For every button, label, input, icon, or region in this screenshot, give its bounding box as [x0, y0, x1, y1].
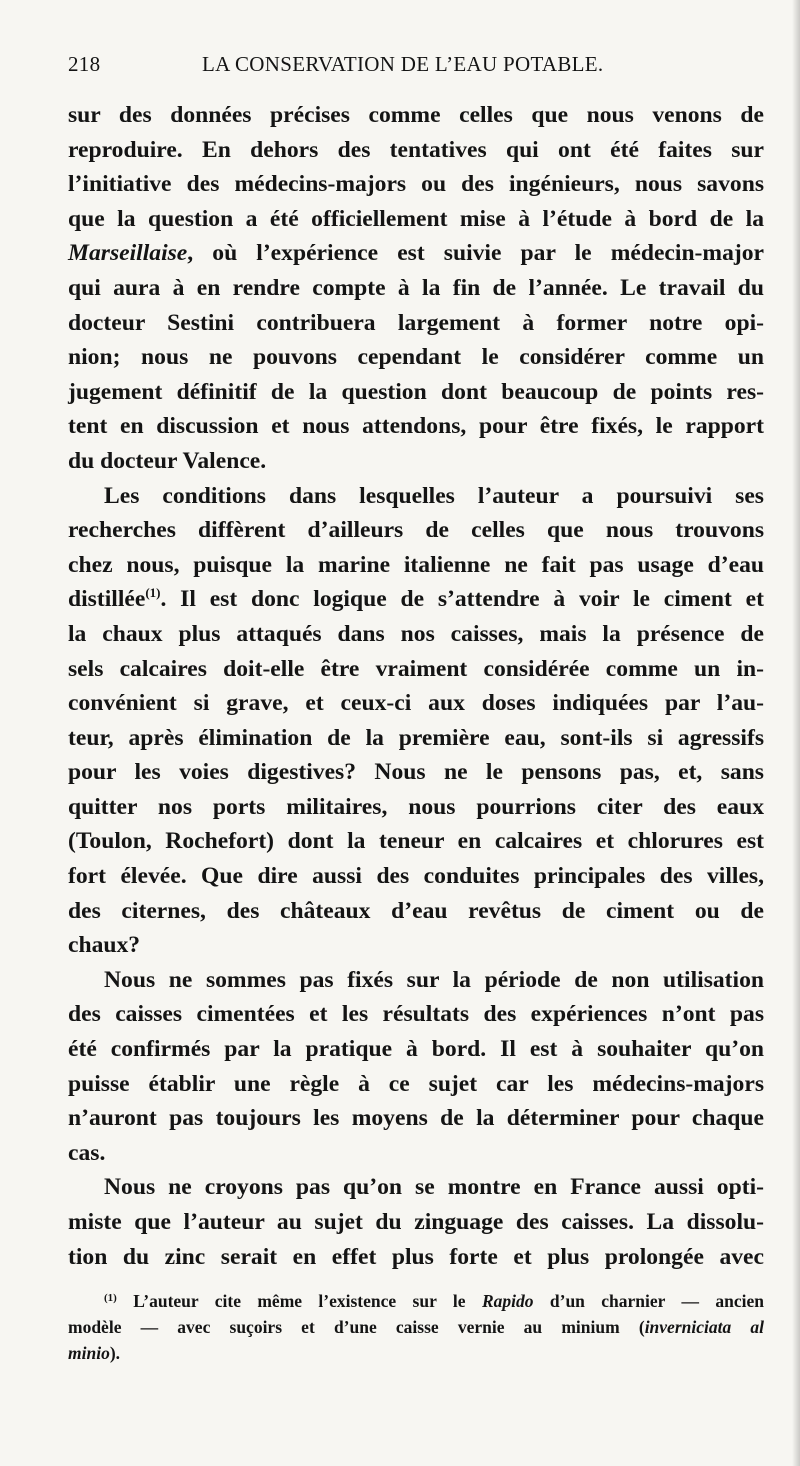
text-line: (Toulon, Rochefort) dont la teneur en calcaires et chlorures est — [68, 828, 764, 855]
text-fragment: ). — [109, 1343, 121, 1364]
text-line: sur des données précises comme celles que nous venons de — [68, 102, 764, 128]
paragraph-1 — [68, 98, 764, 479]
text-line: pour les voies digestives? Nous ne le pensons pas, et, sans — [68, 759, 764, 786]
text-line: sels calcaires doit-elle être vraiment considérée comme un in- — [68, 655, 764, 682]
text-line: puisse établir une règle à ce sujet car les médecins-majors — [68, 1070, 764, 1097]
text-line: jugement définitif de la question dont beaucoup de points res- — [68, 378, 764, 405]
text-line: fort élevée. Que dire aussi des conduites principales des villes, — [68, 863, 764, 890]
text-line: chaux? — [68, 932, 141, 959]
italian-term: inverniciata al — [644, 1317, 764, 1338]
text-line: Les conditions dans lesquelles l’auteur a poursuivi ses — [104, 482, 764, 509]
footnote-line — [68, 1340, 764, 1366]
text-line: du docteur Valence. — [68, 447, 267, 474]
body-text — [68, 98, 764, 1274]
text-line: Marseillaise, où l’expérience est suivie par le médecin-major — [68, 240, 764, 267]
text-line: été confirmés par la pratique à bord. Il est à souhaiter qu’on — [68, 1036, 764, 1063]
text-fragment: . Il est donc logique de s’attendre à voir le ciment et — [160, 586, 764, 613]
text-line: l’initiative des médecins-majors ou des ingénieurs, nous savons — [68, 171, 764, 198]
text-line: chez nous, puisque la marine italienne ne fait pas usage d’eau — [68, 551, 764, 578]
text-fragment: L’auteur cite même l’existence sur le — [116, 1291, 482, 1312]
italian-term: minio — [68, 1343, 110, 1364]
text-line: Nous ne croyons pas qu’on se montre en France aussi opti- — [104, 1174, 764, 1201]
ship-name: Rapido — [481, 1291, 534, 1312]
ship-name: Marseillaise — [68, 240, 188, 267]
text-line: docteur Sestini contribuera largement à former notre opi- — [68, 309, 764, 336]
footnote-reference: (1) — [145, 585, 161, 601]
document-page — [68, 52, 764, 1432]
text-line: qui aura à en rendre compte à la fin de l’année. Le travail du — [68, 274, 764, 301]
paragraph-3 — [68, 963, 764, 1171]
text-fragment: modèle — avec suçoirs et d’une caisse vernie au minium ( — [68, 1317, 645, 1338]
paragraph-4 — [68, 1170, 764, 1274]
text-line: recherches diffèrent d’ailleurs de celles que nous trouvons — [68, 517, 764, 544]
text-line: tion du zinc serait en effet plus forte et plus prolongée avec — [68, 1243, 764, 1270]
text-line: tent en discussion et nous attendons, pour être fixés, le rapport — [68, 413, 764, 440]
page-edge-shadow — [792, 0, 800, 1466]
paragraph-2 — [68, 479, 764, 963]
text-fragment: d’un charnier — ancien — [533, 1291, 765, 1312]
text-line: quitter nos ports militaires, nous pourrions citer des eaux — [68, 793, 764, 820]
text-line: convénient si grave, et ceux-ci aux doses indiquées par l’au- — [68, 690, 764, 717]
text-line: teur, après élimination de la première eau, sont-ils si agressifs — [68, 724, 764, 751]
text-line: des caisses cimentées et les résultats des expériences n’ont pas — [68, 1001, 764, 1028]
footnote-line — [68, 1288, 764, 1314]
text-line: que la question a été officiellement mise à l’étude à bord de la — [68, 205, 764, 232]
footnote-line — [68, 1314, 764, 1340]
text-line: reproduire. En dehors des tentatives qui ont été faites sur — [68, 136, 764, 163]
page-number: 218 — [68, 52, 101, 76]
text-line: des citernes, des châteaux d’eau revêtus de ciment ou de — [68, 897, 764, 924]
text-fragment: distillée — [68, 586, 146, 613]
text-line: Nous ne sommes pas fixés sur la période de non utilisation — [104, 966, 764, 993]
text-line: miste que l’auteur au sujet du zinguage des caisses. La dissolu- — [68, 1209, 764, 1235]
footnote-marker: (1) — [104, 1292, 117, 1305]
text-line: la chaux plus attaqués dans nos caisses, mais la présence de — [68, 620, 764, 647]
running-title: LA CONSERVATION DE L’EAU POTABLE. — [202, 52, 604, 76]
text-line-with-note — [68, 582, 764, 617]
text-line: cas. — [68, 1139, 106, 1166]
text-line: nion; nous ne pouvons cependant le considérer comme un — [68, 344, 764, 371]
running-head — [68, 52, 764, 92]
footnote — [68, 1288, 764, 1366]
text-line: n’auront pas toujours les moyens de la déterminer pour chaque — [68, 1105, 764, 1132]
